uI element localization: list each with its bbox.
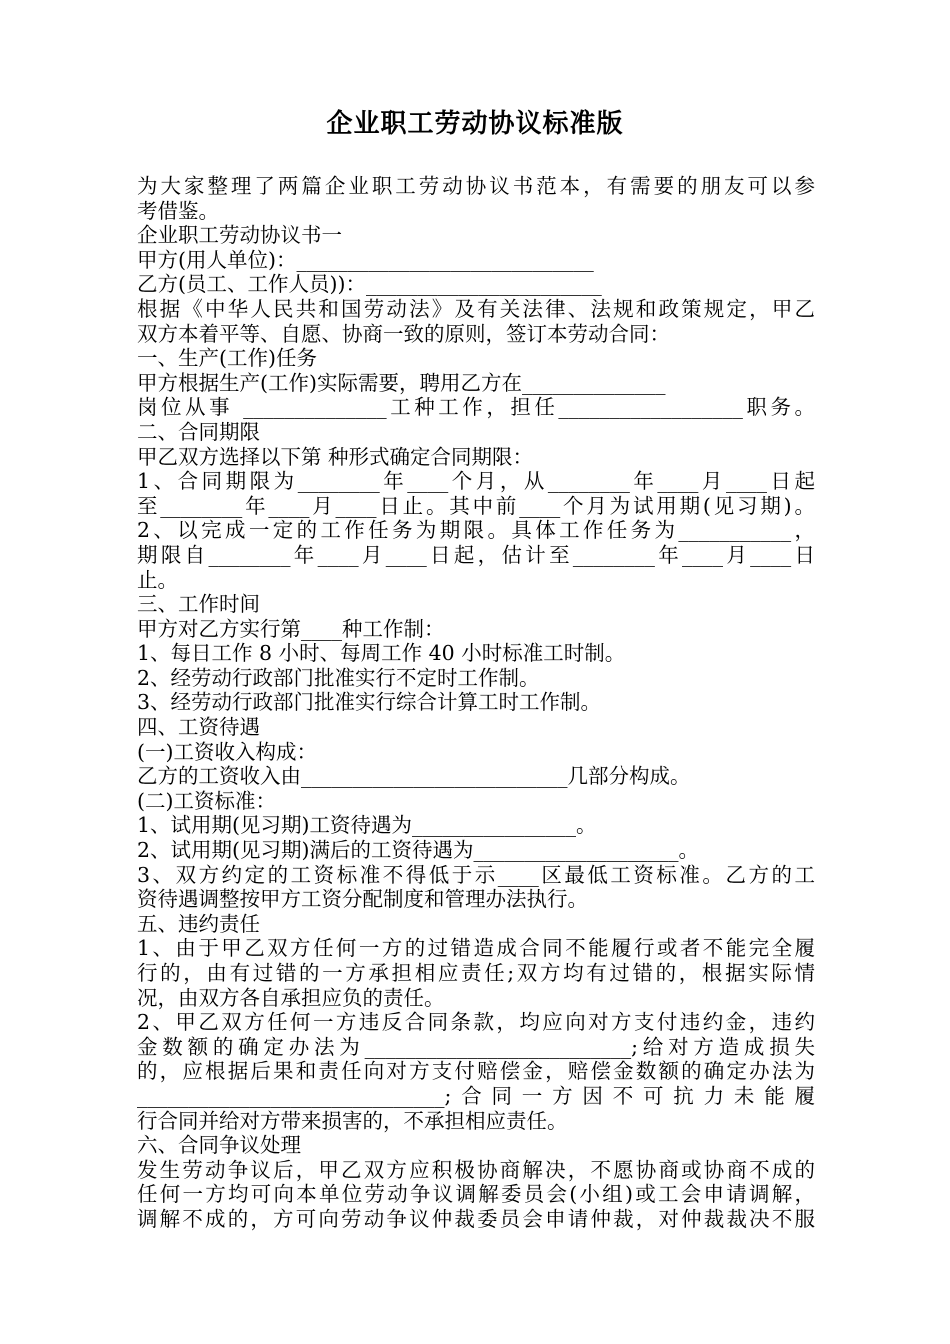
text-line: 任何一方均可向本单位劳动争议调解委员会(小组)或工会申请调解， bbox=[137, 1182, 815, 1207]
text-line: 根据《中华人民共和国劳动法》及有关法律、法规和政策规定，甲乙 bbox=[137, 296, 815, 321]
text-line: 至________年____月____日止。其中前____个月为试用期(见习期)。 bbox=[137, 493, 815, 518]
text-line: 四、工资待遇 bbox=[137, 715, 260, 740]
text-line: 六、合同争议处理 bbox=[137, 1133, 301, 1158]
text-line: 乙方(员工、工作人员))：_______________________ bbox=[137, 272, 602, 297]
text-line: 甲乙双方选择以下第 种形式确定合同期限： bbox=[137, 444, 534, 469]
document-title: 企业职工劳动协议标准版 bbox=[326, 109, 624, 139]
text-line: 的，应根据后果和责任向对方支付赔偿金，赔偿金数额的确定办法为 bbox=[137, 1059, 815, 1084]
text-line: 2、以完成一定的工作任务为期限。具体工作任务为___________， bbox=[137, 518, 815, 543]
text-line: (二)工资标准： bbox=[137, 788, 276, 813]
text-line: 岗位从事 ______________工种工作，担任__________________职务。 bbox=[137, 395, 815, 420]
text-line: 甲方对乙方实行第____种工作制： bbox=[137, 616, 445, 641]
text-line: 甲方根据生产(工作)实际需要，聘用乙方在______________ bbox=[137, 370, 666, 395]
text-line: 甲方(用人单位)：_____________________________ bbox=[137, 247, 594, 272]
text-line: 3、双方约定的工资标准不得低于示____区最低工资标准。乙方的工 bbox=[137, 862, 815, 887]
text-line: 1、合同期限为________年____个月，从________年____月____日起 bbox=[137, 469, 815, 494]
text-line: 止。 bbox=[137, 567, 178, 592]
text-line: ______________________________;合同一方因不可抗力未能履 bbox=[137, 1083, 815, 1108]
document-body bbox=[137, 174, 815, 1232]
text-line: 2、经劳动行政部门批准实行不定时工作制。 bbox=[137, 665, 540, 690]
text-line: 金数额的确定办法为__________________________;给对方造成损失 bbox=[137, 1034, 815, 1059]
text-line: 期限自________年____月____日起，估计至________年____月____日 bbox=[137, 542, 815, 567]
text-line: 1、每日工作 8 小时、每周工作 40 小时标准工时制。 bbox=[137, 641, 626, 666]
text-line: 行合同并给对方带来损害的，不承担相应责任。 bbox=[137, 1108, 568, 1133]
text-line: 调解不成的，方可向劳动争议仲裁委员会申请仲裁，对仲裁裁决不服 bbox=[137, 1206, 815, 1231]
text-line: 况，由双方各自承担应负的责任。 bbox=[137, 985, 445, 1010]
text-line: 五、违约责任 bbox=[137, 911, 260, 936]
text-line: 一、生产(工作)任务 bbox=[137, 346, 317, 371]
text-line: 二、合同期限 bbox=[137, 419, 260, 444]
text-line: 3、经劳动行政部门批准实行综合计算工时工作制。 bbox=[137, 690, 602, 715]
text-line: 资待遇调整按甲方工资分配制度和管理办法执行。 bbox=[137, 887, 588, 912]
text-line: 考借鉴。 bbox=[137, 198, 219, 223]
text-line: 2、试用期(见习期)满后的工资待遇为____________________。 bbox=[137, 838, 700, 863]
text-line: 三、工作时间 bbox=[137, 592, 260, 617]
text-line: 双方本着平等、自愿、协商一致的原则，签订本劳动合同： bbox=[137, 321, 670, 346]
text-line: 乙方的工资收入由__________________________几部分构成。 bbox=[137, 764, 691, 789]
text-line: 1、由于甲乙双方任何一方的过错造成合同不能履行或者不能完全履 bbox=[137, 936, 815, 961]
text-line: 1、试用期(见习期)工资待遇为________________。 bbox=[137, 813, 597, 838]
text-line: 企业职工劳动协议书一 bbox=[137, 223, 342, 248]
text-line: (一)工资收入构成： bbox=[137, 739, 317, 764]
text-line: 发生劳动争议后，甲乙双方应积极协商解决，不愿协商或协商不成的 bbox=[137, 1157, 815, 1182]
text-line: 为大家整理了两篇企业职工劳动协议书范本，有需要的朋友可以参 bbox=[137, 174, 815, 198]
text-line: 行的，由有过错的一方承担相应责任;双方均有过错的，根据实际情 bbox=[137, 961, 815, 985]
text-line: 2、甲乙双方任何一方违反合同条款，均应向对方支付违约金，违约 bbox=[137, 1010, 815, 1035]
